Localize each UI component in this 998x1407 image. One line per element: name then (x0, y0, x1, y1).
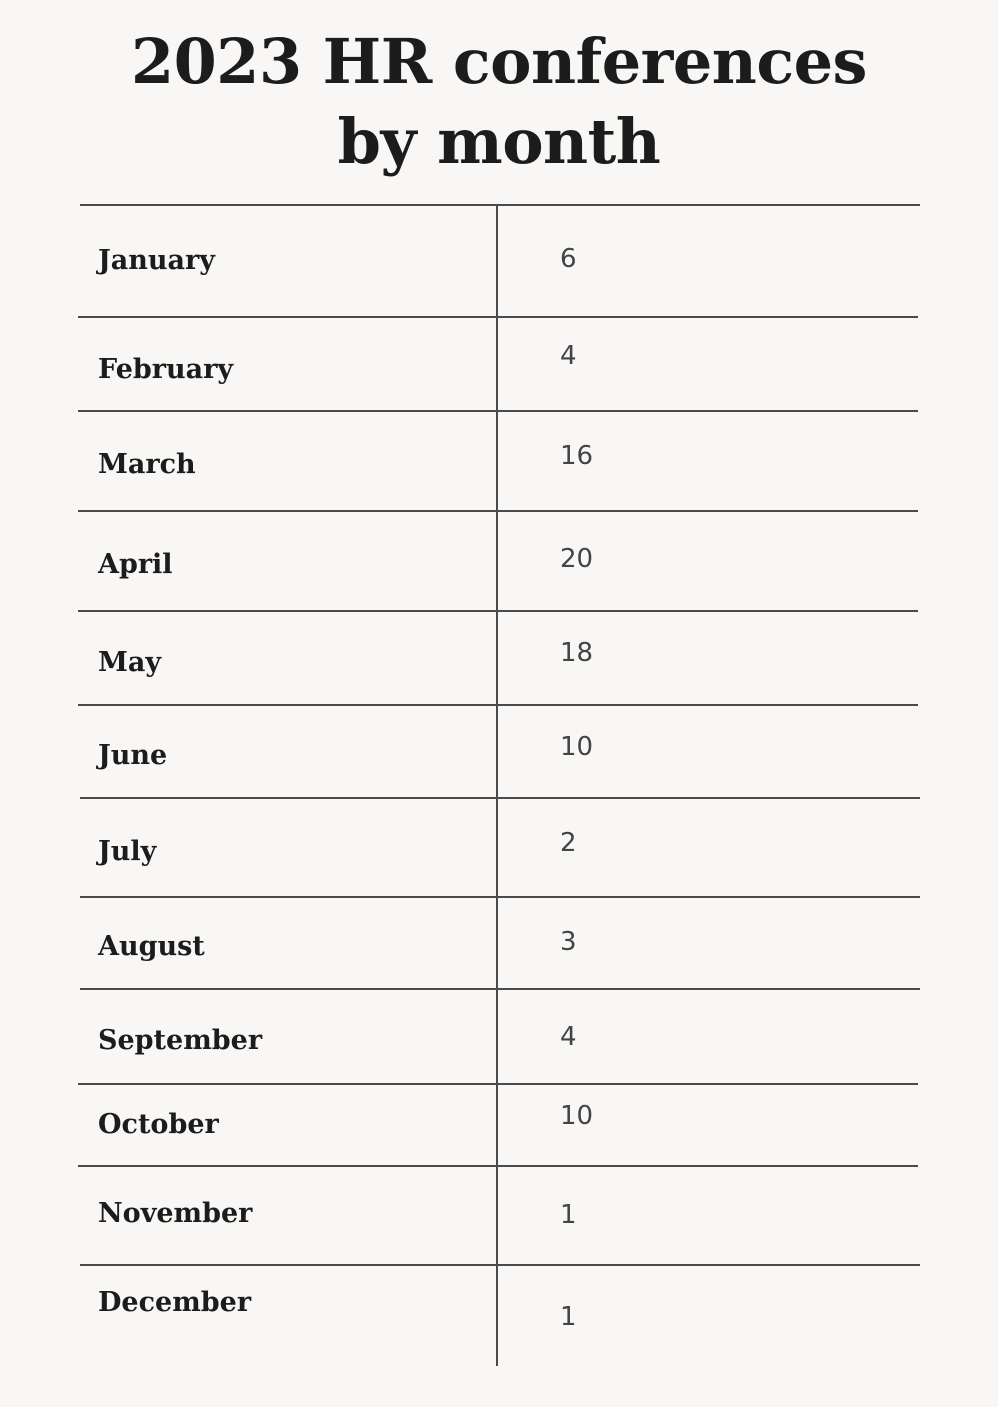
month-label: August (98, 931, 205, 962)
row-divider (80, 896, 920, 898)
conference-count: 1 (560, 1200, 577, 1230)
month-label: December (98, 1287, 252, 1318)
month-label: September (98, 1025, 263, 1056)
row-divider (80, 1264, 920, 1266)
conference-count: 4 (560, 1022, 577, 1052)
conference-count: 18 (560, 638, 594, 668)
month-label: October (98, 1109, 219, 1140)
conference-count: 10 (560, 732, 594, 762)
conference-count: 20 (560, 544, 594, 574)
row-divider (78, 316, 918, 318)
chart-title-line-2: by month (337, 105, 661, 178)
month-label: July (98, 836, 157, 867)
month-label: February (98, 354, 234, 385)
conference-count: 4 (560, 341, 577, 371)
month-label: April (98, 549, 173, 580)
conference-count: 10 (560, 1101, 594, 1131)
month-label: June (98, 740, 168, 771)
month-label: November (98, 1198, 253, 1229)
conference-count: 3 (560, 927, 577, 957)
column-divider (496, 204, 498, 1366)
chart-title-line-1: 2023 HR conferences (131, 25, 867, 98)
month-label: May (98, 647, 162, 678)
row-divider (80, 204, 920, 206)
row-divider (78, 510, 918, 512)
row-divider (78, 410, 918, 412)
row-divider (78, 1083, 918, 1085)
month-label: January (98, 245, 215, 276)
month-label: March (98, 449, 196, 480)
row-divider (78, 1165, 918, 1167)
conference-count: 6 (560, 244, 577, 274)
conference-count: 16 (560, 441, 594, 471)
row-divider (78, 610, 918, 612)
conference-count: 1 (560, 1302, 577, 1332)
row-divider (80, 797, 920, 799)
row-divider (80, 988, 920, 990)
row-divider (78, 704, 918, 706)
conference-count: 2 (560, 828, 577, 858)
